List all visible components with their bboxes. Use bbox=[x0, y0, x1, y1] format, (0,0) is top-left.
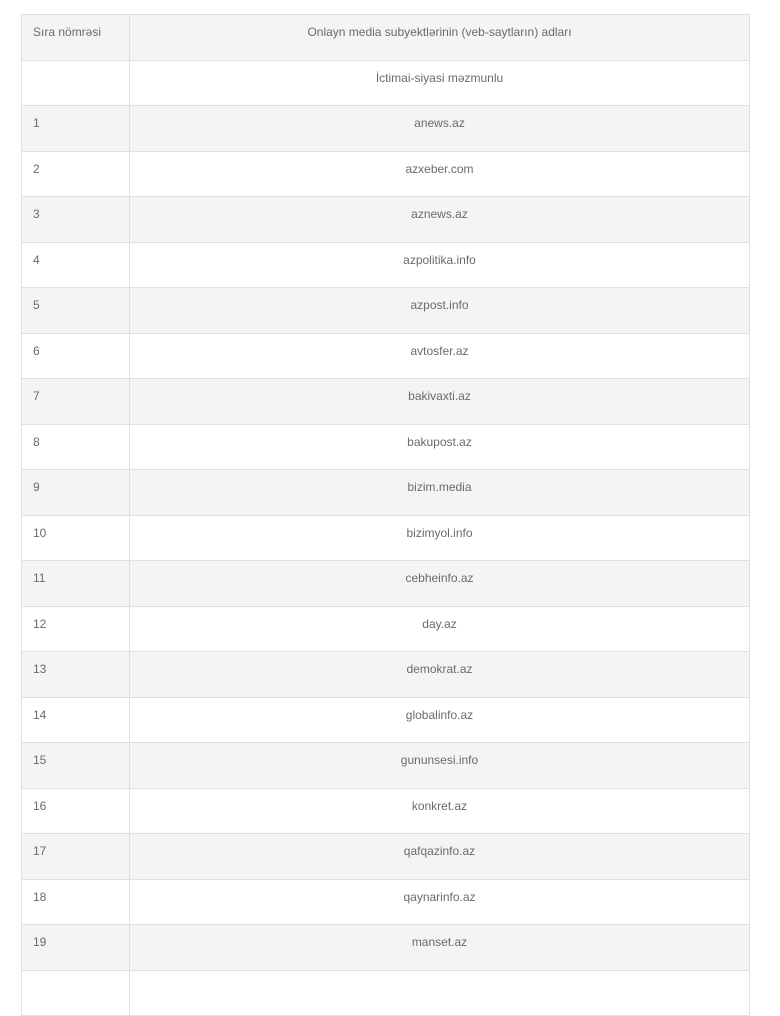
row-site-name: manset.az bbox=[130, 925, 750, 971]
row-site-name: bizimyol.info bbox=[130, 515, 750, 561]
category-row bbox=[22, 60, 750, 106]
table-row bbox=[22, 788, 750, 834]
row-site-name: avtosfer.az bbox=[130, 333, 750, 379]
media-subjects-table bbox=[21, 14, 750, 1016]
row-number: 12 bbox=[22, 606, 130, 652]
row-number: 4 bbox=[22, 242, 130, 288]
row-number: 9 bbox=[22, 470, 130, 516]
row-number: 16 bbox=[22, 788, 130, 834]
row-number: 6 bbox=[22, 333, 130, 379]
row-number: 11 bbox=[22, 561, 130, 607]
row-site-name: konkret.az bbox=[130, 788, 750, 834]
row-site-name: bakivaxti.az bbox=[130, 379, 750, 425]
row-number: 13 bbox=[22, 652, 130, 698]
row-site-name: day.az bbox=[130, 606, 750, 652]
row-number: 19 bbox=[22, 925, 130, 971]
table-row bbox=[22, 242, 750, 288]
row-site-name: azpolitika.info bbox=[130, 242, 750, 288]
row-site-name: azxeber.com bbox=[130, 151, 750, 197]
category-label: İctimai-siyasi məzmunlu bbox=[130, 60, 750, 106]
row-site-name: azpost.info bbox=[130, 288, 750, 334]
row-number bbox=[22, 970, 130, 1016]
table-row bbox=[22, 106, 750, 152]
row-number: 10 bbox=[22, 515, 130, 561]
table-row bbox=[22, 834, 750, 880]
row-number: 15 bbox=[22, 743, 130, 789]
row-site-name: gununsesi.info bbox=[130, 743, 750, 789]
table-row bbox=[22, 970, 750, 1016]
row-number: 1 bbox=[22, 106, 130, 152]
category-number-cell bbox=[22, 60, 130, 106]
table-row bbox=[22, 333, 750, 379]
row-site-name: globalinfo.az bbox=[130, 697, 750, 743]
table-row bbox=[22, 470, 750, 516]
table-body bbox=[22, 60, 750, 1016]
table-row bbox=[22, 697, 750, 743]
row-site-name: cebheinfo.az bbox=[130, 561, 750, 607]
row-number: 5 bbox=[22, 288, 130, 334]
table-row bbox=[22, 151, 750, 197]
row-site-name: demokrat.az bbox=[130, 652, 750, 698]
row-number: 8 bbox=[22, 424, 130, 470]
table-row bbox=[22, 424, 750, 470]
table-row bbox=[22, 379, 750, 425]
row-site-name: qaynarinfo.az bbox=[130, 879, 750, 925]
header-site-names: Onlayn media subyektlərinin (veb-saytların) adları bbox=[130, 15, 750, 61]
row-site-name: bakupost.az bbox=[130, 424, 750, 470]
table-row bbox=[22, 515, 750, 561]
table-row bbox=[22, 288, 750, 334]
table-row bbox=[22, 879, 750, 925]
row-number: 2 bbox=[22, 151, 130, 197]
row-site-name: aznews.az bbox=[130, 197, 750, 243]
row-number: 3 bbox=[22, 197, 130, 243]
table-row bbox=[22, 197, 750, 243]
row-number: 18 bbox=[22, 879, 130, 925]
media-table-container bbox=[21, 14, 749, 1016]
row-site-name: qafqazinfo.az bbox=[130, 834, 750, 880]
table-row bbox=[22, 743, 750, 789]
row-number: 14 bbox=[22, 697, 130, 743]
table-header-row bbox=[22, 15, 750, 61]
row-number: 7 bbox=[22, 379, 130, 425]
table-row bbox=[22, 561, 750, 607]
row-site-name: anews.az bbox=[130, 106, 750, 152]
table-row bbox=[22, 925, 750, 971]
row-site-name: bizim.media bbox=[130, 470, 750, 516]
header-sequence-number: Sıra nömrəsi bbox=[22, 15, 130, 61]
row-site-name bbox=[130, 970, 750, 1016]
table-row bbox=[22, 606, 750, 652]
table-row bbox=[22, 652, 750, 698]
row-number: 17 bbox=[22, 834, 130, 880]
